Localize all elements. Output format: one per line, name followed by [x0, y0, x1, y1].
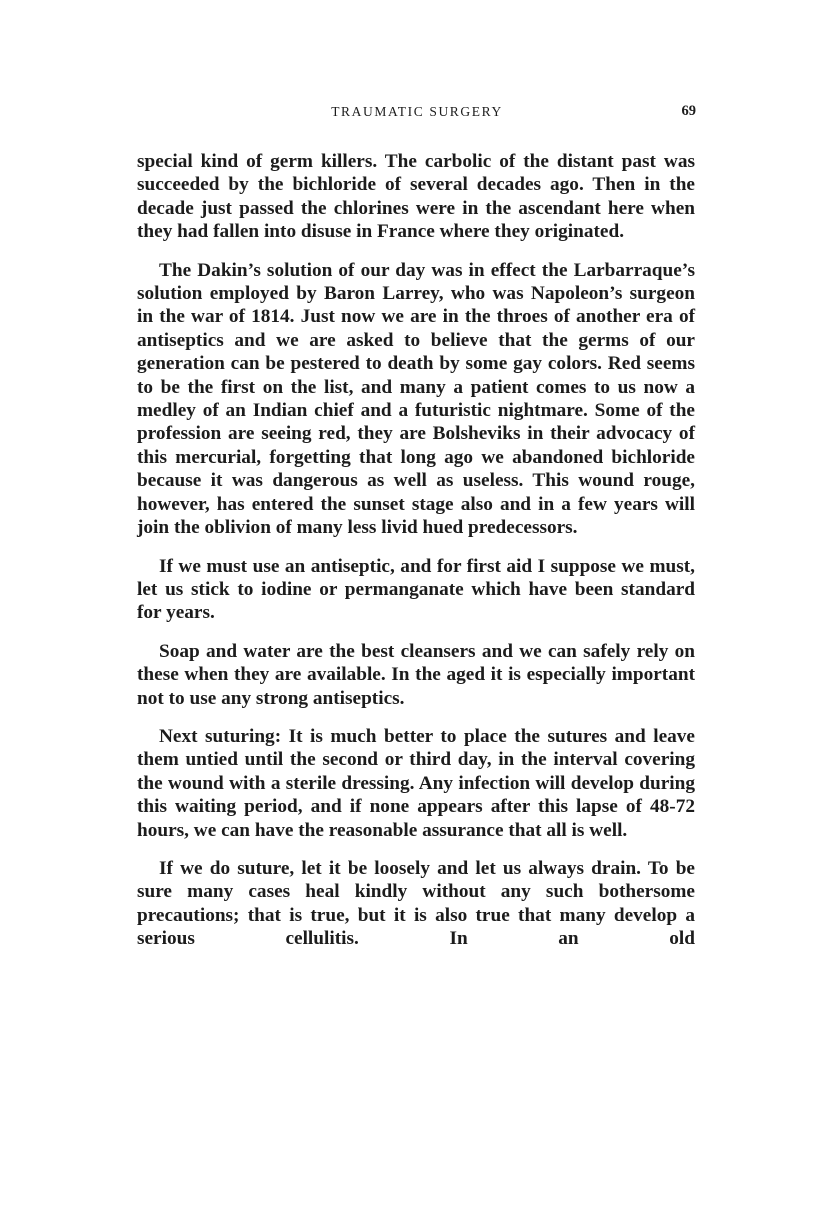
paragraph-2: The Dakin’s solution of our day was in effect the Larbarraque’s solution employed by Baron Larrey, who was Napoleon’s surgeon in the war of 1814. Just now we are in the throes of another era of antiseptics and we are asked to believe that the germs of our generation can be pestered to death by some gay colors. Red seems to be the first on the list, and many a patient comes to us now a medley of an Indian chief and a futuristic nightmare. Some of the profession are seeing red, they are Bolsheviks in their advocacy of this mercurial, forgetting that long ago we abandoned bichloride because it was dangerous as well as useless. This wound rouge, however, has entered the sunset stage also and in a few years will join the oblivion of many less livid hued predecessors.	[137, 259, 695, 539]
paragraph-6: If we do suture, let it be loosely and let us always drain. To be sure many cases heal kindly without any such bothersome precautions; that is true, but it is also true that many develop a serious cellulitis. In an old	[137, 857, 695, 950]
page-number: 69	[681, 103, 696, 119]
paragraph-1: special kind of germ killers. The carbolic of the distant past was succeeded by the bichloride of several decades ago. Then in the decade just passed the chlorines were in the ascendant here when they had fallen into disuse in France where they originated.	[137, 151, 695, 243]
paragraph-3: If we must use an antiseptic, and for first aid I suppose we must, let us stick to iodine or permanganate which have been standard for years.	[137, 555, 695, 624]
page-header	[138, 103, 696, 123]
paragraph-4: Soap and water are the best cleansers and we can safely rely on these when they are available. In the aged it is especially important not to use any strong antiseptics.	[137, 640, 695, 709]
paragraph-5: Next suturing: It is much better to place the sutures and leave them untied until the second or third day, in the interval covering the wound with a sterile dressing. Any infection will develop during this waiting period, and if none appears after this lapse of 48-72 hours, we can have the reasonable assurance that all is well.	[137, 725, 695, 841]
body-text	[137, 150, 695, 966]
running-head: TRAUMATIC SURGERY	[331, 104, 503, 119]
